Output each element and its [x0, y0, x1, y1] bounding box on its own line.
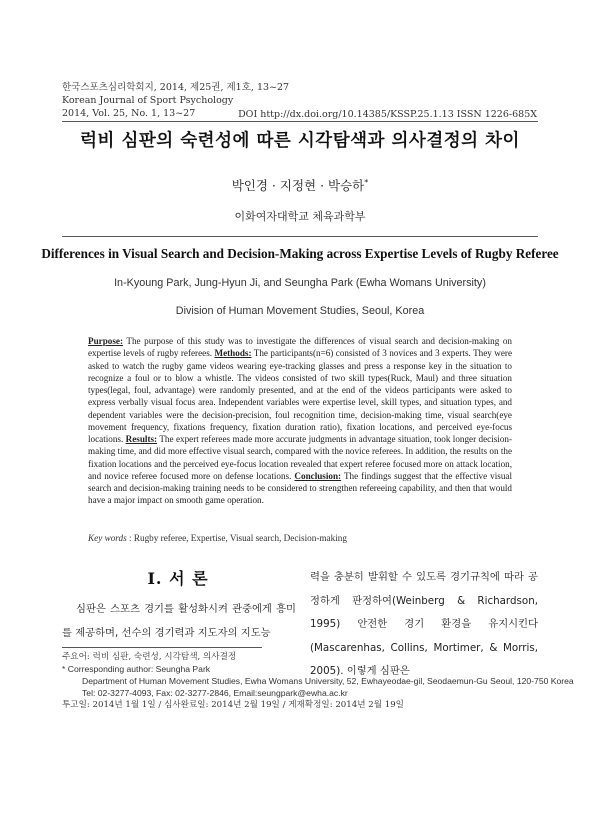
- korean-title: 럭비 심판의 숙련성에 따른 시각탐색과 의사결정의 차이: [80, 131, 520, 151]
- conclusion-text: The findings suggest that the effective visual search and decision-making training needs to be considered to strengthen refereeing capability, and then that would have a major impact on smooth game operation.: [88, 470, 512, 506]
- korean-affiliation: 이화여자대학교 체육과학부: [234, 210, 366, 223]
- english-title: Differences in Visual Search and Decision-Making across Expertise Levels of Rugby Referee: [41, 246, 559, 261]
- keywords: [88, 533, 347, 543]
- keywords-label: Key words: [88, 533, 127, 543]
- korean-authors: [0, 176, 600, 194]
- header-rule: [62, 121, 538, 122]
- footnote-keywords-korean: 주요어: 럭비 심판, 숙련성, 시각탐색, 의사결정: [62, 652, 237, 662]
- footnote-contact: Tel: 02-3277-4093, Fax: 02-3277-2846, Email:seungpark@ewha.ac.kr: [82, 688, 348, 698]
- conclusion-label: Conclusion:: [294, 470, 342, 481]
- methods-label: Methods:: [214, 348, 252, 359]
- english-authors: In-Kyoung Park, Jung-Hyun Ji, and Seungha Park (Ewha Womans University): [114, 277, 486, 289]
- corresponding-mark: *: [364, 177, 369, 187]
- journal-name-english: Korean Journal of Sport Psychology: [62, 95, 234, 106]
- body-right-column: 력을 충분히 발휘할 수 있도록 경기규칙에 따라 공정하게 판정하여(Weinberg & Richardson, 1995) 안전한 경기 환경을 유지시킨다(Mascarenhas, Collins, Mortimer, & Morris, 2005). 이렇게 심판은: [310, 571, 538, 677]
- footnote-corresponding: * Corresponding author: Seungha Park: [62, 664, 211, 674]
- section-heading: I. 서 론: [147, 569, 209, 588]
- body-left-column: 심판은 스포츠 경기를 활성화시켜 관중에게 흥미를 제공하며, 선수의 경기력과 지도자의 지도능: [62, 603, 296, 639]
- footnote-rule: [62, 647, 262, 648]
- korean-authors-names: 박인경 · 지정현 · 박승하: [231, 178, 365, 193]
- journal-volume: 2014, Vol. 25, No. 1, 13~27: [62, 108, 196, 119]
- abstract: [88, 335, 512, 507]
- methods-text: The participants(n=6) consisted of 3 novices and 3 experts. They were asked to watch the rugby game videos wearing eye-tracking glasses and press a response key in the situation to recognize a foul or to blow a whistle. The videos consisted of two skill types(Ruck, Maul) and three situation types(legal, foul, advantage) were randomly presented, and at the end of the videos participants were asked to express verbally visual focus area. Independent variables were expertise level, skill types, and situation types, and dependent variables were the decision-precision, foul recognition time, decision-making time, visual search(eye movement frequency, fixations frequency, fixation duration ratio), fixation locations, and perceived eye-focus locations.: [88, 348, 512, 444]
- footnote-dates: 투고일: 2014년 1월 1일 / 심사완료일: 2014년 2월 19일 / 게재확정일: 2014년 2월 19일: [62, 700, 404, 710]
- purpose-label: Purpose:: [88, 336, 123, 346]
- english-affiliation: Division of Human Movement Studies, Seoul, Korea: [175, 305, 425, 317]
- keywords-text: : Rugby referee, Expertise, Visual search, Decision-making: [126, 533, 347, 543]
- journal-name-korean: 한국스포츠심리학회지, 2014, 제25권, 제1호, 13~27: [62, 82, 290, 93]
- title-rule: [62, 236, 538, 237]
- doi-issn: DOI http://dx.doi.org/10.14385/KSSP.25.1.13 ISSN 1226-685X: [238, 109, 537, 120]
- results-label: Results:: [125, 434, 158, 444]
- results-text: The expert referees made more accurate judgments in advantage situation, took longer decision-making time, and did more effective visual search, compared with the novice referees. In addition, the results on the fixation locations and the perceived eye-focus location revealed that expert referee focused more on attack location, and novice referee focused more on defense locations.: [88, 434, 512, 481]
- purpose-text: The purpose of this study was to investigate the differences of visual search and decision-making on expertise levels of rugby referees.: [88, 336, 512, 359]
- footnote-address: Department of Human Movement Studies, Ewha Womans University, 52, Ewhayeodae-gil, Seodaemun-Gu Seoul, 120-750 Korea: [82, 676, 574, 686]
